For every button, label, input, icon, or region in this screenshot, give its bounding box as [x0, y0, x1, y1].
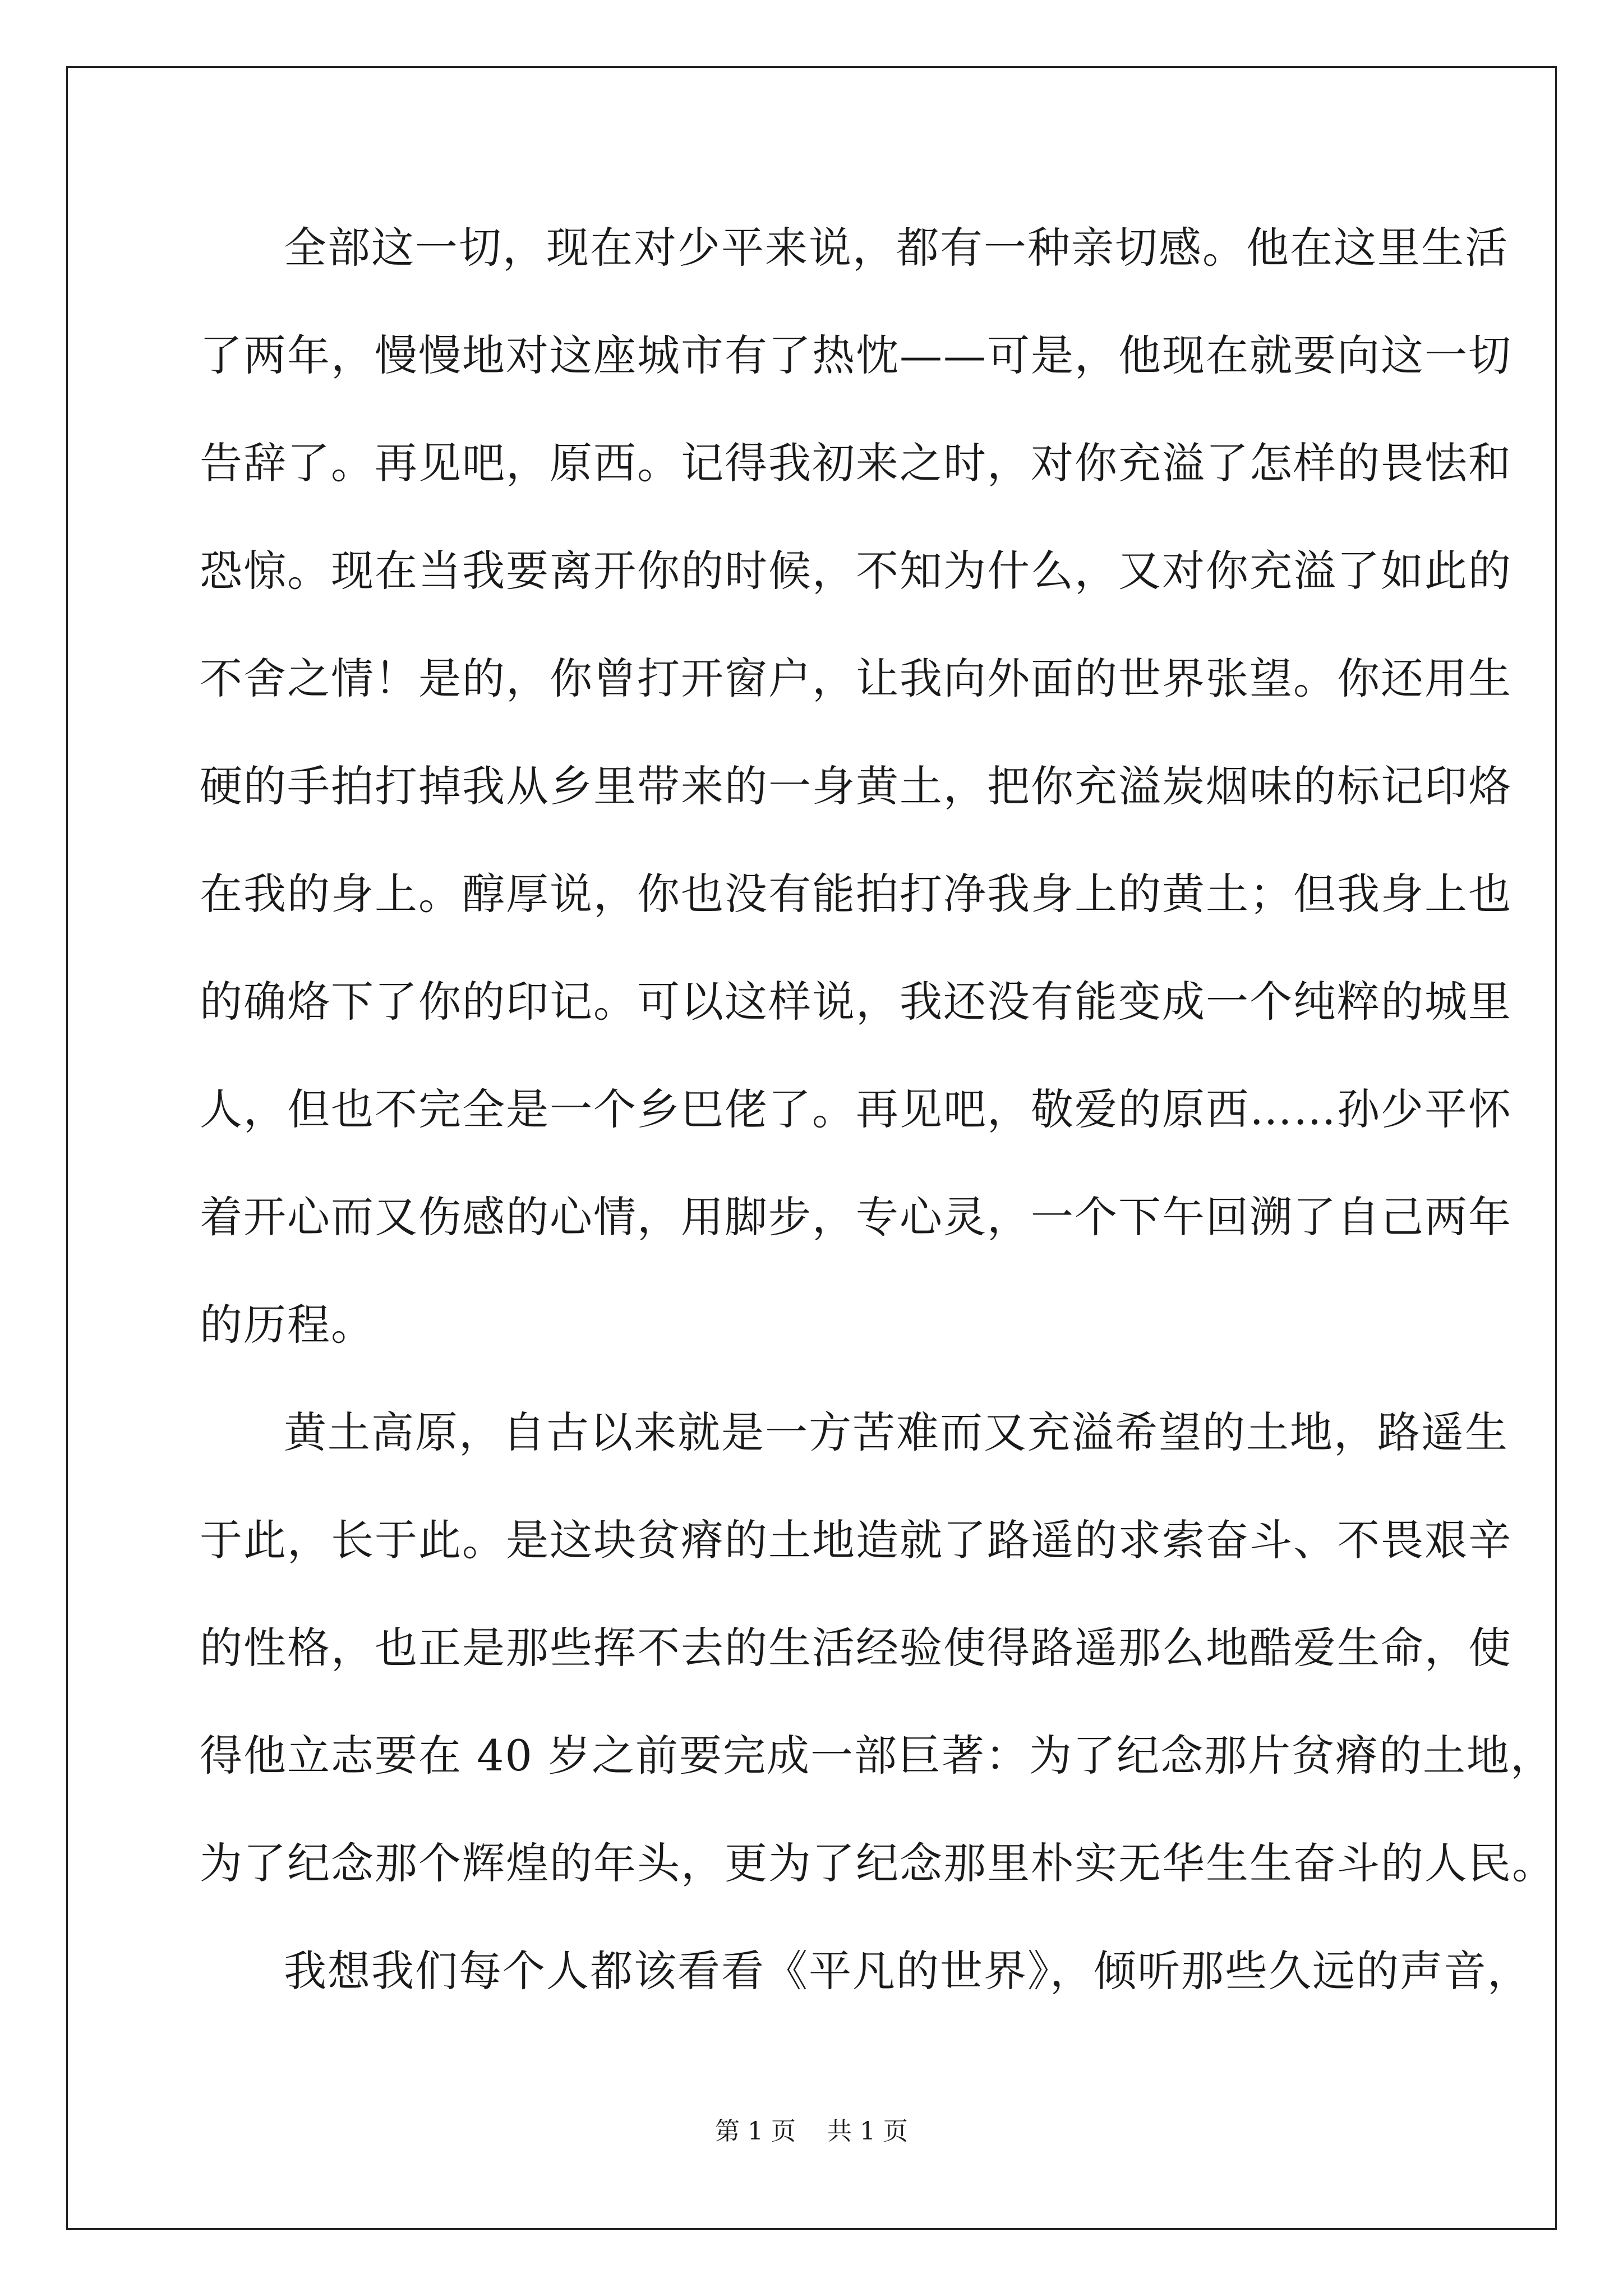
paragraph-1-line-6: 硬的手拍打掉我从乡里带来的一身黄土，把你充溢炭烟味的标记印烙	[200, 761, 1512, 811]
paragraph-2-line-5: 为了纪念那个辉煌的年头，更为了纪念那里朴实无华生生奋斗的人民。	[200, 1838, 1556, 1888]
paragraph-3-line-1: 我想我们每个人都该看看《平凡的世界》，倾听那些久远的声音，	[284, 1946, 1531, 1996]
paragraph-1-line-5: 不舍之情！是的，你曾打开窗户，让我向外面的世界张望。你还用生	[200, 654, 1512, 703]
paragraph-2-line-1: 黄土高原，自古以来就是一方苦难而又充溢希望的土地，路遥生	[284, 1407, 1509, 1457]
paragraph-1-line-4: 恐惊。现在当我要离开你的时候，不知为什么，又对你充溢了如此的	[200, 546, 1512, 596]
paragraph-1-line-8: 的确烙下了你的印记。可以这样说，我还没有能变成一个纯粹的城里	[200, 977, 1512, 1027]
paragraph-2-line-2: 于此，长于此。是这块贫瘠的土地造就了路遥的求索奋斗、不畏艰辛	[200, 1515, 1512, 1565]
page-number-footer: 第 1 页 共 1 页	[715, 2117, 908, 2146]
paragraph-2-line-3: 的性格，也正是那些挥不去的生活经验使得路遥那么地酷爱生命，使	[200, 1623, 1512, 1673]
page-border	[66, 66, 1557, 2230]
paragraph-1-line-7: 在我的身上。醇厚说，你也没有能拍打净我身上的黄土；但我身上也	[200, 869, 1512, 919]
paragraph-1-line-3: 告辞了。再见吧，原西。记得我初来之时，对你充溢了怎样的畏怯和	[200, 438, 1512, 488]
paragraph-1-line-1: 全部这一切，现在对少平来说，都有一种亲切感。他在这里生活	[284, 223, 1509, 273]
paragraph-1-line-11: 的历程。	[200, 1300, 375, 1350]
paragraph-1-line-10: 着开心而又伤感的心情，用脚步，专心灵，一个下午回溯了自己两年	[200, 1192, 1512, 1242]
paragraph-1-line-2: 了两年，慢慢地对这座城市有了热忱——可是，他现在就要向这一切	[200, 330, 1512, 380]
paragraph-1-line-9: 人，但也不完全是一个乡巴佬了。再见吧，敬爱的原西……孙少平怀	[200, 1084, 1512, 1134]
paragraph-2-line-4: 得他立志要在 40 岁之前要完成一部巨著：为了纪念那片贫瘠的土地，	[200, 1731, 1555, 1780]
